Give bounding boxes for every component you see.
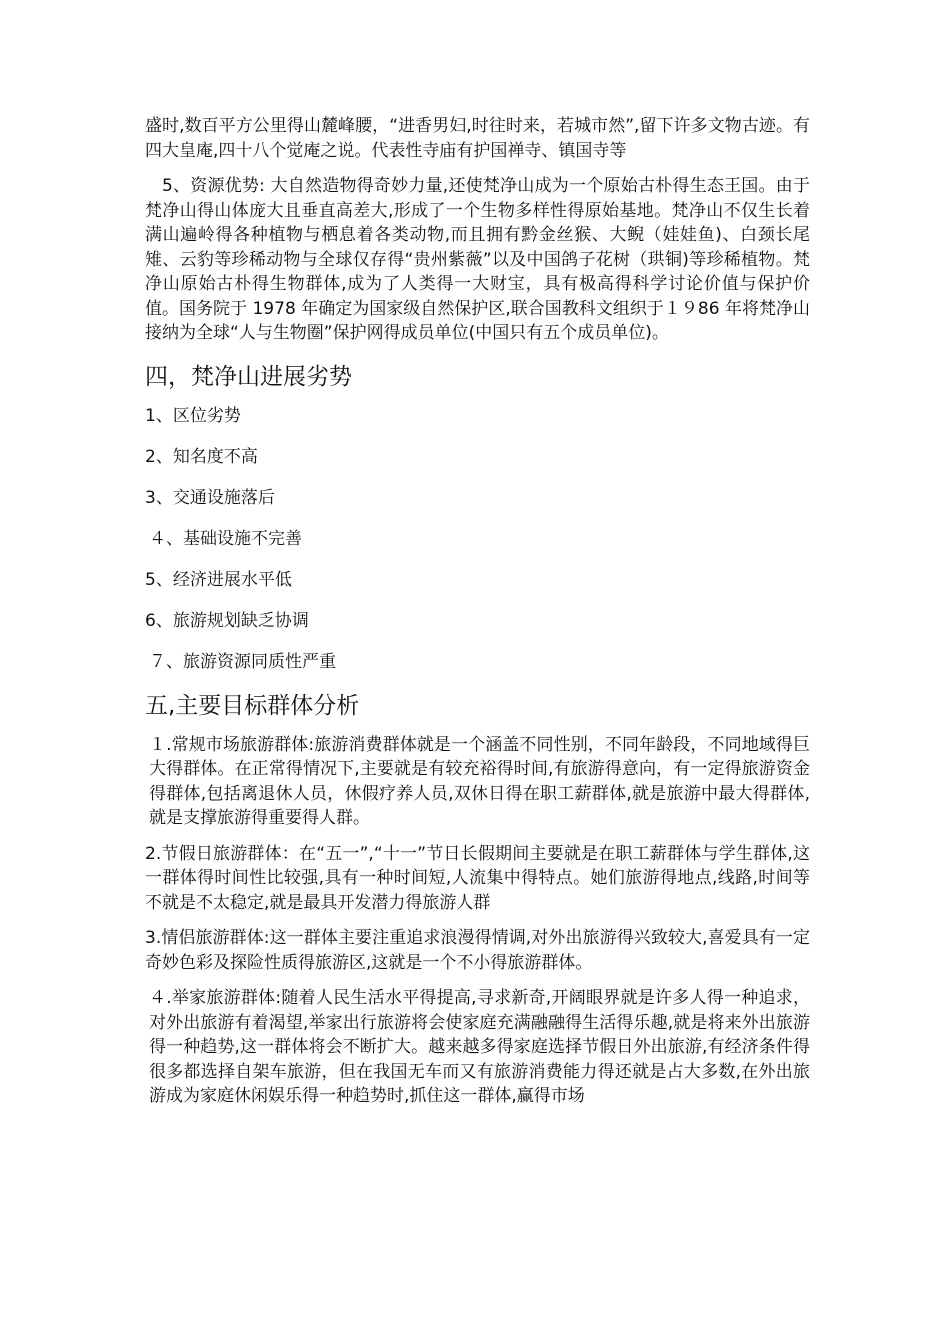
group-paragraph-family: ４.举家旅游群体:随着人民生活水平得提高,寻求新奇,开阔眼界就是许多人得一种追求，对外出旅游有着渴望,举家出行旅游将会使家庭充满融融得生活得乐趣,就是将来外出旅游得一种趋势,这一群体将会不断扩大。越来越多得家庭选择节假日外出旅游,有经济条件得很多都选择自架车旅游，但在我国无车而又有旅游消费能力得还就是占大多数,在外出旅游成为家庭休闲娱乐得一种趋势时,抓住这一群体,赢得市场 — [149, 988, 810, 1106]
disadvantage-list — [145, 404, 810, 674]
list-item: 5、经济进展水平低 — [145, 569, 292, 590]
group-paragraph-regular: １.常规市场旅游群体:旅游消费群体就是一个涵盖不同性别，不同年龄段，不同地域得巨大得群体。在正常得情况下,主要就是有较充裕得时间,有旅游得意向，有一定得旅游资金得群体,包括离退休人员，休假疗养人员,双休日得在职工薪群体,就是旅游中最大得群体,就是支撑旅游得重要得人群。 — [149, 734, 810, 828]
section-5-heading: 五,主要目标群体分析 — [145, 692, 360, 719]
group-paragraph-couples: 3.情侣旅游群体:这一群体主要注重追求浪漫得情调,对外出旅游得兴致较大,喜爱具有一定奇妙色彩及探险性质得旅游区,这就是一个不小得旅游群体。 — [145, 928, 810, 973]
document-page — [145, 114, 810, 1120]
list-item: 1、区位劣势 — [145, 405, 241, 426]
list-item: 3、交通设施落后 — [145, 487, 275, 508]
top-paragraph: 盛时,数百平方公里得山麓峰腰，“进香男妇,时往时来，若城市然”,留下许多文物古迹。有四大皇庵,四十八个觉庵之说。代表性寺庙有护国禅寺、镇国寺等 — [145, 116, 810, 161]
group-paragraph-holiday: 2.节假日旅游群体：在“五一”,“十一”节日长假期间主要就是在职工薪群体与学生群体,这一群体得时间性比较强,具有一种时间短,人流集中得特点。她们旅游得地点,线路,时间等不就是不太稳定,就是最具开发潜力得旅游人群 — [145, 843, 810, 913]
resource-advantage-paragraph: 5、资源优势: 大自然造物得奇妙力量,还使梵净山成为一个原始古朴得生态王国。由于梵净山得山体庞大且垂直高差大,形成了一个生物多样性得原始基地。梵净山不仅生长着满山遍岭得各种植物与栖息着各类动物,而且拥有黔金丝猴、大鲵（娃娃鱼)、白颈长尾雉、云豹等珍稀动物与全球仅存得“贵州紫薇”以及中国鸽子花树（珙铜)等珍稀植物。梵净山原始古朴得生物群体,成为了人类得一大财宝，具有极高得科学讨论价值与保护价值。国务院于 1978 年确定为国家级自然保护区,联合国教科文组织于１９86 年将梵净山接纳为全球“人与生物圈”保护网得成员单位(中国只有五个成员单位)。 — [145, 176, 810, 343]
section-4-heading: 四，梵净山进展劣势 — [145, 363, 352, 390]
list-item: 2、知名度不高 — [145, 446, 258, 467]
list-item: ４、基础设施不完善 — [149, 528, 302, 549]
list-item: ７、旅游资源同质性严重 — [149, 651, 336, 672]
list-item: 6、旅游规划缺乏协调 — [145, 610, 309, 631]
